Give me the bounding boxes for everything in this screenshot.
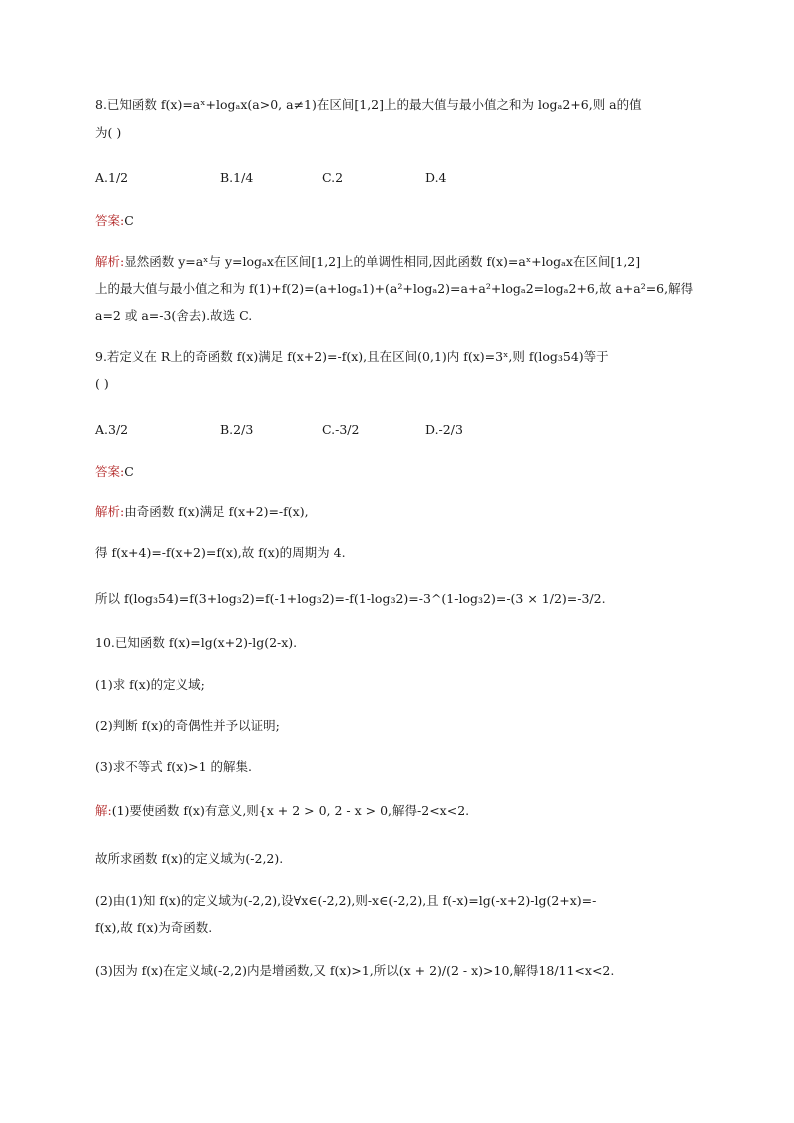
q9-answer-label: 答案:	[95, 464, 125, 479]
q8-analysis-line3: a=2 或 a=-3(舍去).故选 C.	[95, 308, 253, 323]
q9-option-d: D.-2/3	[425, 422, 463, 437]
q9-analysis-line1	[95, 504, 705, 520]
q10-sol2-line1: (2)由(1)知 f(x)的定义域为(-2,2),设∀x∈(-2,2),则-x∈(-2,2),且 f(-x)=lg(-x+2)-lg(2+x)=-	[95, 893, 597, 908]
q9-analysis-label: 解析:	[95, 504, 125, 519]
q8-answer-value: C	[124, 213, 134, 228]
q10-sol3-line1: (3)因为 f(x)在定义域(-2,2)内是增函数,又 f(x)>1,所以(x + 2)/(2 - x)>10,解得18/11<x<2.	[95, 963, 615, 978]
q9-answer	[95, 464, 705, 480]
q10-solution-line1	[95, 803, 705, 819]
q9-option-b: B.2/3	[220, 422, 254, 437]
q8-option-a: A.1/2	[95, 170, 129, 185]
q9-analysis-text1: 由奇函数 f(x)满足 f(x+2)=-f(x),	[124, 504, 309, 519]
q8-answer	[95, 213, 705, 229]
q8-analysis-line1	[95, 254, 705, 270]
q10-part3: (3)求不等式 f(x)>1 的解集.	[95, 759, 252, 774]
q8-stem-line1: 8.已知函数 f(x)=aˣ+logₐx(a>0, a≠1)在区间[1,2]上的最大值与最小值之和为 logₐ2+6,则 a的值	[95, 97, 642, 112]
q9-stem-line1: 9.若定义在 R上的奇函数 f(x)满足 f(x+2)=-f(x),且在区间(0,1)内 f(x)=3ˣ,则 f(log₃54)等于	[95, 349, 609, 364]
q9-stem-line2: ( )	[95, 376, 109, 391]
q8-answer-label: 答案:	[95, 213, 125, 228]
q10-sol1-line2: 故所求函数 f(x)的定义域为(-2,2).	[95, 851, 284, 866]
q8-option-b: B.1/4	[220, 170, 254, 185]
q8-analysis-label: 解析:	[95, 254, 125, 269]
q9-option-a: A.3/2	[95, 422, 129, 437]
q9-answer-value: C	[124, 464, 134, 479]
q8-option-d: D.4	[425, 170, 447, 185]
q10-stem: 10.已知函数 f(x)=lg(x+2)-lg(2-x).	[95, 635, 298, 650]
q10-sol1-text: (1)要使函数 f(x)有意义,则{x + 2 > 0, 2 - x > 0,解得-2<x<2.	[111, 803, 470, 818]
q8-analysis-line2: 上的最大值与最小值之和为 f(1)+f(2)=(a+logₐ1)+(a²+logₐ2)=a+a²+logₐ2=logₐ2+6,故 a+a²=6,解得	[95, 281, 694, 296]
q10-solution-label: 解:	[95, 803, 112, 818]
q8-stem-line2: 为( )	[95, 125, 122, 140]
q8-option-c: C.2	[322, 170, 344, 185]
q9-analysis-line2: 得 f(x+4)=-f(x+2)=f(x),故 f(x)的周期为 4.	[95, 545, 346, 560]
q9-option-c: C.-3/2	[322, 422, 360, 437]
q9-analysis-line3: 所以 f(log₃54)=f(3+log₃2)=f(-1+log₃2)=-f(1-log₃2)=-3^(1-log₃2)=-(3 × 1/2)=-3/2.	[95, 591, 606, 606]
q10-sol2-line2: f(x),故 f(x)为奇函数.	[95, 920, 213, 935]
q10-part2: (2)判断 f(x)的奇偶性并予以证明;	[95, 718, 280, 733]
q10-part1: (1)求 f(x)的定义域;	[95, 677, 205, 692]
q8-analysis-text1: 显然函数 y=aˣ与 y=logₐx在区间[1,2]上的单调性相同,因此函数 f(x)=aˣ+logₐx在区间[1,2]	[124, 254, 641, 269]
